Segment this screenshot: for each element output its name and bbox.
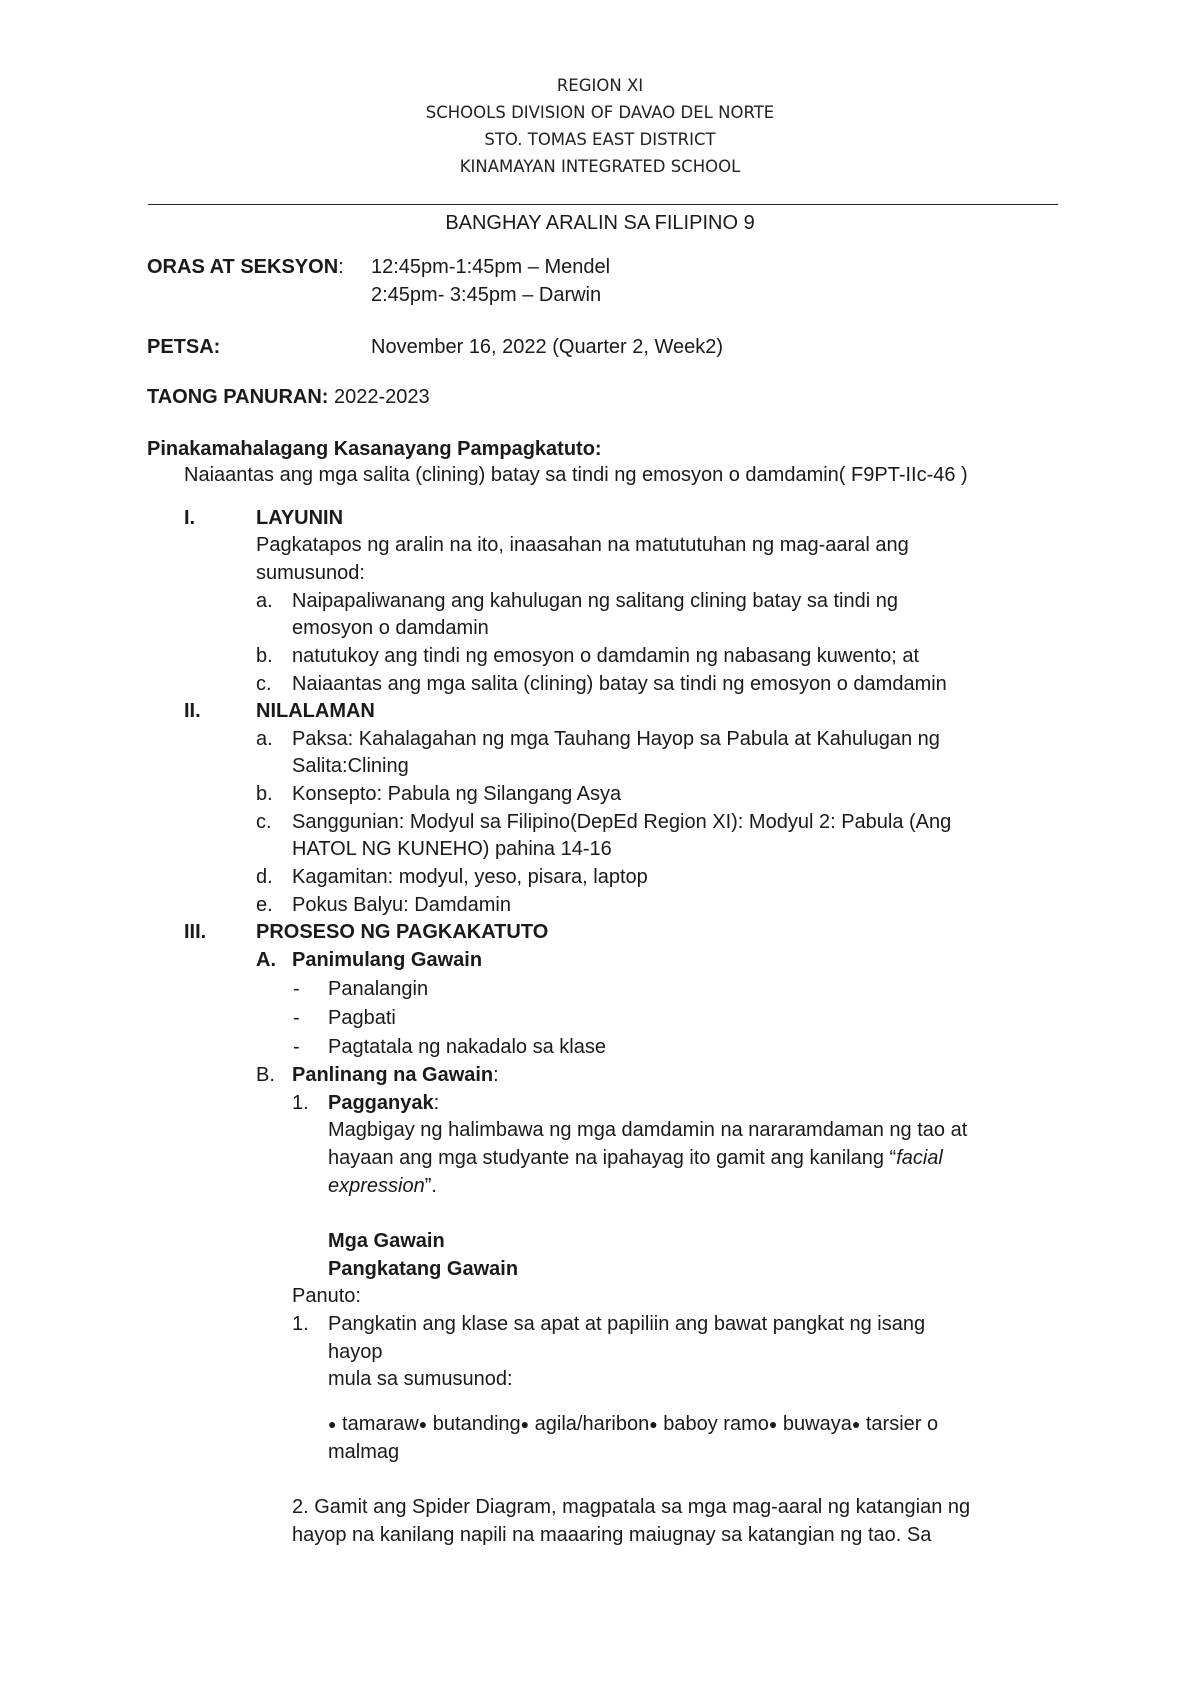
nilalaman-item-d: Kagamitan: modyul, yeso, pisara, laptop [292, 866, 648, 888]
part-b-title: Panlinang na Gawain [292, 1064, 494, 1086]
taong-panuran-row [147, 385, 430, 409]
part-b-colon: : [493, 1064, 499, 1086]
layunin-item-a-line-1: Naipapaliwanang ang kahulugan ng salitang clining batay sa tindi ng [292, 590, 898, 612]
taong-label: TAONG PANURAN: [147, 386, 329, 408]
layunin-item-c: Naiaantas ang mga salita (clining) batay sa tindi ng emosyon o damdamin [292, 673, 947, 695]
step-1-marker: 1. [292, 1313, 309, 1335]
nilalaman-marker-b: b. [256, 783, 273, 805]
pagbati-item: Pagbati [328, 1007, 396, 1029]
animal-buwaya: buwaya [782, 1413, 852, 1435]
taong-value: 2022-2023 [334, 386, 430, 408]
step-1-line-3: mula sa sumusunod: [328, 1368, 513, 1390]
layunin-marker-a: a. [256, 590, 273, 612]
expression-italic: expression [328, 1175, 425, 1197]
bullet-icon: ● [649, 1416, 658, 1432]
dash-2: - [293, 1007, 300, 1029]
layunin-item-b: natutukoy ang tindi ng emosyon o damdamin ng nabasang kuwento; at [292, 645, 920, 667]
animal-options-line-2: malmag [328, 1441, 400, 1463]
pangkatang-gawain-heading: Pangkatang Gawain [328, 1258, 519, 1280]
step-1-line-2: hayop [328, 1341, 383, 1363]
nilalaman-item-a-line-1: Paksa: Kahalagahan ng mga Tauhang Hayop sa Pabula at Kahulugan ng [292, 728, 940, 750]
layunin-intro-line-1: Pagkatapos ng aralin na ito, inaasahan na matututuhan ng mag-aaral ang [256, 534, 909, 556]
pagganyak-marker: 1. [292, 1092, 309, 1114]
animal-butanding: butanding [432, 1413, 521, 1435]
animal-tamaraw: tamaraw [342, 1413, 419, 1435]
panalangin-item: Panalangin [328, 978, 429, 1000]
document-title: BANGHAY ARALIN SA FILIPINO 9 [445, 212, 755, 234]
bullet-icon: ● [418, 1416, 428, 1432]
pagganyak-line-2 [328, 1146, 943, 1170]
oras-label-row [147, 255, 344, 279]
nilalaman-marker-d: d. [256, 866, 273, 888]
facial-italic: facial [896, 1147, 943, 1169]
school-heading: KINAMAYAN INTEGRATED SCHOOL [459, 157, 741, 176]
nilalaman-marker-c: c. [256, 811, 272, 833]
animal-tarsier: tarsier o [865, 1413, 939, 1435]
dash-3: - [293, 1036, 300, 1058]
section-2-title: NILALAMAN [256, 700, 375, 722]
pagganyak-line-2-text: hayaan ang mga studyante na ipahayag ito gamit ang kanilang “ [328, 1147, 897, 1169]
nilalaman-marker-e: e. [256, 894, 273, 916]
pagganyak-title: Pagganyak [328, 1092, 434, 1114]
pagganyak-line-3 [328, 1174, 437, 1198]
section-2-number: II. [184, 700, 201, 722]
pagganyak-line-3-end: ”. [424, 1175, 437, 1197]
petsa-label: PETSA: [147, 336, 221, 358]
competency-label: Pinakamahalagang Kasanayang Pampagkatuto: [147, 438, 602, 460]
section-3-number: III. [184, 921, 207, 943]
nilalaman-item-a-line-2: Salita:Clining [292, 755, 409, 777]
dash-1: - [293, 978, 300, 1000]
bullet-icon: ● [328, 1416, 337, 1432]
nilalaman-item-e: Pokus Balyu: Damdamin [292, 894, 511, 916]
region-heading: REGION XI [556, 76, 644, 95]
panuto-label: Panuto: [292, 1285, 361, 1307]
petsa-value: November 16, 2022 (Quarter 2, Week2) [371, 336, 724, 358]
bullet-icon: ● [768, 1416, 778, 1432]
oras-line-1: 12:45pm-1:45pm – Mendel [371, 256, 611, 278]
mga-gawain-heading: Mga Gawain [328, 1230, 445, 1252]
part-b-heading [292, 1063, 499, 1087]
oras-label: ORAS AT SEKSYON [147, 256, 339, 278]
oras-colon: : [338, 256, 344, 278]
part-b-marker: B. [256, 1064, 275, 1086]
step-1-line-1: Pangkatin ang klase sa apat at papiliin ang bawat pangkat ng isang [328, 1313, 926, 1335]
layunin-marker-c: c. [256, 673, 272, 695]
pagganyak-heading [328, 1091, 439, 1115]
animal-options-line [328, 1412, 938, 1436]
step-2-line-1: 2. Gamit ang Spider Diagram, magpatala sa mga mag-aaral ng katangian ng [292, 1496, 971, 1518]
section-1-number: I. [184, 507, 196, 529]
division-heading: SCHOOLS DIVISION OF DAVAO DEL NORTE [425, 103, 775, 122]
layunin-marker-b: b. [256, 645, 273, 667]
section-1-title: LAYUNIN [256, 507, 344, 529]
animal-baboy-ramo: baboy ramo [663, 1413, 769, 1435]
competency-text: Naiaantas ang mga salita (clining) batay sa tindi ng emosyon o damdamin( F9PT-IIc-46 ) [184, 464, 968, 486]
nilalaman-item-b: Konsepto: Pabula ng Silangang Asya [292, 783, 622, 805]
part-a-title: Panimulang Gawain [292, 949, 483, 971]
nilalaman-item-c-line-2: HATOL NG KUNEHO) pahina 14-16 [292, 838, 612, 860]
bullet-icon: ● [520, 1416, 530, 1432]
step-2-line-2: hayop na kanilang napili na maaaring maiugnay sa katangian ng tao. Sa [292, 1524, 932, 1546]
nilalaman-item-c-line-1: Sanggunian: Modyul sa Filipino(DepEd Region XI): Modyul 2: Pabula (Ang [292, 811, 952, 833]
nilalaman-marker-a: a. [256, 728, 273, 750]
pagtatala-item: Pagtatala ng nakadalo sa klase [328, 1036, 606, 1058]
layunin-item-a-line-2: emosyon o damdamin [292, 617, 489, 639]
part-a-marker: A. [256, 949, 276, 971]
layunin-intro-line-2: sumusunod: [256, 562, 365, 584]
section-3-title: PROSESO NG PAGKAKATUTO [256, 921, 549, 943]
header-divider [148, 204, 1058, 205]
district-heading: STO. TOMAS EAST DISTRICT [484, 130, 716, 149]
bullet-icon: ● [851, 1416, 861, 1432]
animal-agila: agila/haribon [534, 1413, 650, 1435]
oras-line-2: 2:45pm- 3:45pm – Darwin [371, 284, 602, 306]
pagganyak-colon: : [433, 1092, 440, 1114]
pagganyak-line-1: Magbigay ng halimbawa ng mga damdamin na nararamdaman ng tao at [328, 1119, 968, 1141]
